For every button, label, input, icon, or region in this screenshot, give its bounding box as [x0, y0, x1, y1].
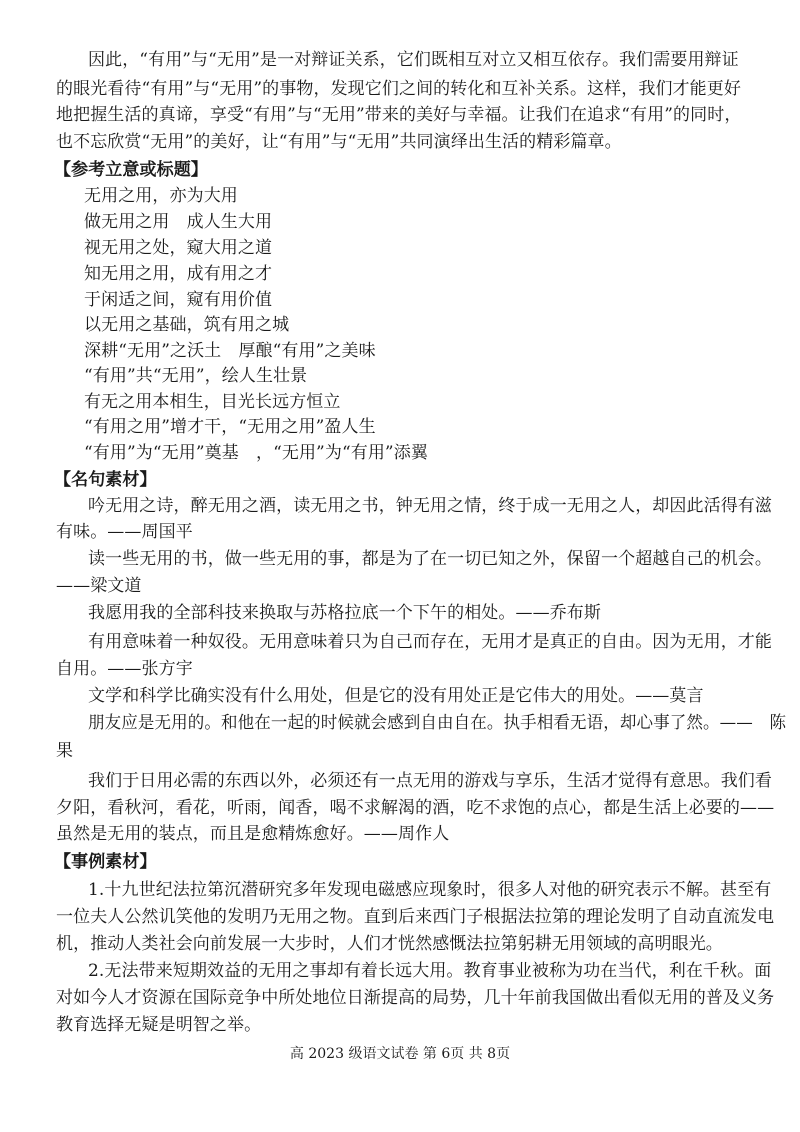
title-item: “有用”为“无用”奠基 ，“无用”为“有用”添翼 — [84, 443, 428, 463]
title-item: 深耕“无用”之沃土 厚酿“有用”之美味 — [84, 341, 376, 361]
titles-heading: 【参考立意或标题】 — [54, 160, 208, 180]
page-footer: 高 2023 级语文试卷 第 6页 共 8页 — [289, 1046, 511, 1062]
title-item: “有用”共“无用”，绘人生壮景 — [84, 366, 308, 386]
quote-line: 有味。——周国平 — [56, 522, 193, 542]
case-line: 一位夫人公然讥笑他的发明乃无用之物。直到后来西门子根据法拉第的理论发明了自动直流发电 — [56, 907, 775, 927]
quote-line: 我们于日用必需的东西以外，必须还有一点无用的游戏与享乐，生活才觉得有意思。我们看 — [88, 771, 772, 791]
quote-line: 我愿用我的全部科技来换取与苏格拉底一个下午的相处。——乔布斯 — [88, 603, 601, 623]
quote-line: ——梁文道 — [56, 576, 142, 596]
quote-line: 果 — [56, 741, 74, 761]
title-item: 视无用之处，窥大用之道 — [84, 238, 273, 258]
title-item: 做无用之用 成人生大用 — [84, 212, 273, 232]
quote-line: 文学和科学比确实没有什么用处，但是它的没有用处正是它伟大的用处。——莫言 — [88, 686, 704, 706]
quote-line: 读一些无用的书，做一些无用的事，都是为了在一切已知之外，保留一个超越自己的机会。 — [88, 549, 772, 569]
quote-line: 夕阳，看秋河，看花，听雨，闻香，喝不求解渴的酒，吃不求饱的点心，都是生活上必要的—— — [56, 798, 775, 818]
quote-line: 朋友应是无用的。和他在一起的时候就会感到自由自在。执手相看无语，却心事了然。—— 陈 — [88, 713, 787, 733]
title-item: 知无用之用，成有用之才 — [84, 264, 273, 284]
intro-line: 地把握生活的真谛，享受“有用”与“无用”带来的美好与幸福。让我们在追求“有用”的同时， — [56, 105, 742, 125]
case-line: 教育选择无疑是明智之举。 — [56, 1015, 262, 1035]
title-item: 于闲适之间，窥有用价值 — [84, 290, 273, 310]
quote-line: 虽然是无用的装点，而且是愈精炼愈好。——周作人 — [56, 824, 450, 844]
title-item: “有用之用”增才干，“无用之用”盈人生 — [84, 417, 376, 437]
intro-line: 也不忘欣赏“无用”的美好，让“有用”与“无用”共同演绎出生活的精彩篇章。 — [56, 132, 622, 152]
title-item: 以无用之基础，筑有用之城 — [84, 315, 290, 335]
cases-heading: 【事例素材】 — [54, 852, 157, 872]
title-item: 有无之用本相生，目光长远方恒立 — [84, 392, 341, 412]
quote-line: 吟无用之诗，醉无用之酒，读无用之书，钟无用之情，终于成一无用之人，却因此活得有滋 — [88, 496, 772, 516]
quote-line: 自用。——张方宇 — [56, 659, 193, 679]
case-line: 2.无法带来短期效益的无用之事却有着长远大用。教育事业被称为功在当代，利在千秋。面 — [88, 961, 772, 981]
intro-line: 因此，“有用”与“无用”是一对辩证关系，它们既相互对立又相互依存。我们需要用辩证 — [88, 50, 739, 70]
case-line: 机，推动人类社会向前发展一大步时，人们才恍然感慨法拉第躬耕无用领域的高明眼光。 — [56, 934, 723, 954]
title-item: 无用之用，亦为大用 — [84, 186, 238, 206]
quote-line: 有用意味着一种奴役。无用意味着只为自己而存在，无用才是真正的自由。因为无用，才能 — [88, 632, 772, 652]
case-line: 1.十九世纪法拉第沉潜研究多年发现电磁感应现象时，很多人对他的研究表示不解。甚至有 — [88, 880, 772, 900]
intro-line: 的眼光看待“有用”与“无用”的事物，发现它们之间的转化和互补关系。这样，我们才能更好 — [56, 79, 741, 99]
quotes-heading: 【名句素材】 — [54, 470, 157, 490]
case-line: 对如今人才资源在国际竞争中所处地位日渐提高的局势，几十年前我国做出看似无用的普及义务 — [56, 988, 775, 1008]
